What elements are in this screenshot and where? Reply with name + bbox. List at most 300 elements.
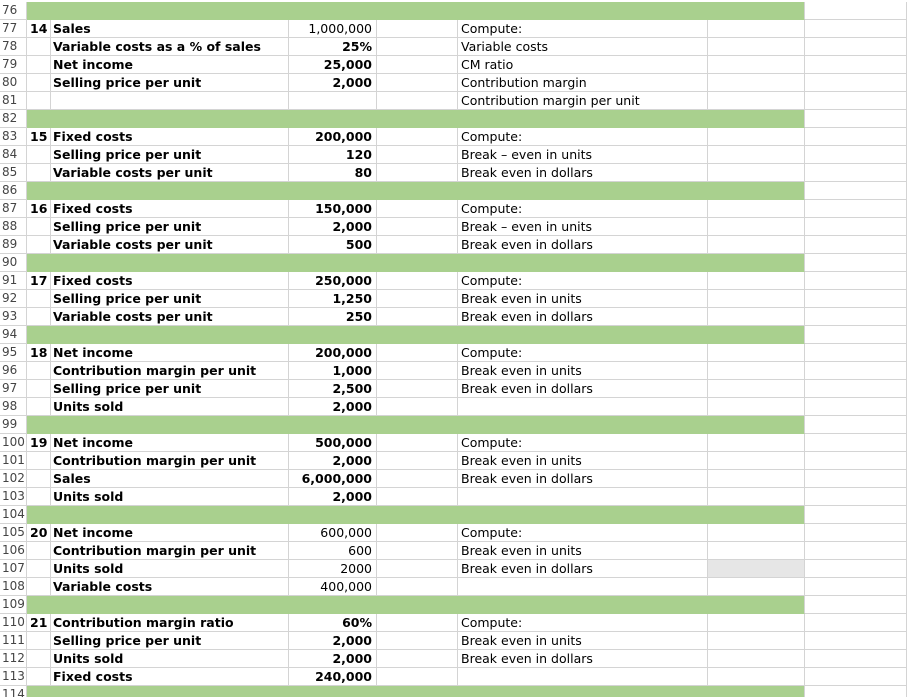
empty-cell[interactable] [805, 488, 907, 506]
problem-number-cell[interactable] [27, 182, 51, 200]
problem-number-cell[interactable]: 19 [27, 434, 51, 452]
value-cell[interactable]: 25% [289, 38, 377, 56]
separator-row [0, 254, 907, 272]
problem-number-cell[interactable] [27, 668, 51, 686]
problem-number-cell[interactable] [27, 686, 51, 697]
empty-cell[interactable] [805, 416, 907, 434]
label-cell[interactable]: Selling price per unit [51, 290, 289, 308]
empty-cell[interactable] [805, 164, 907, 182]
value-cell[interactable]: 2,000 [289, 398, 377, 416]
empty-cell[interactable] [377, 650, 458, 668]
value-cell[interactable] [289, 92, 377, 110]
problem-number-cell[interactable] [27, 488, 51, 506]
label-cell[interactable]: Sales [51, 20, 289, 38]
compute-cell[interactable]: Contribution margin [458, 74, 708, 92]
compute-cell[interactable]: Break even in dollars [458, 308, 708, 326]
empty-cell[interactable] [377, 110, 458, 128]
row-number: 93 [0, 308, 27, 326]
empty-cell[interactable] [805, 92, 907, 110]
value-cell[interactable] [289, 254, 377, 272]
empty-cell[interactable] [377, 524, 458, 542]
empty-cell[interactable] [708, 272, 805, 290]
problem-number-cell[interactable] [27, 74, 51, 92]
compute-cell[interactable]: Break – even in units [458, 218, 708, 236]
compute-cell[interactable] [458, 2, 708, 20]
empty-cell[interactable] [805, 470, 907, 488]
compute-cell[interactable]: Break even in dollars [458, 560, 708, 578]
empty-cell[interactable] [805, 254, 907, 272]
value-cell[interactable]: 2,000 [289, 632, 377, 650]
row-number: 104 [0, 506, 27, 524]
empty-cell[interactable] [805, 38, 907, 56]
value-cell[interactable]: 200,000 [289, 128, 377, 146]
problem-number-cell[interactable]: 17 [27, 272, 51, 290]
value-cell[interactable]: 60% [289, 614, 377, 632]
empty-cell[interactable] [377, 74, 458, 92]
empty-cell[interactable] [708, 434, 805, 452]
problem-number-cell[interactable]: 18 [27, 344, 51, 362]
label-cell[interactable]: Units sold [51, 488, 289, 506]
value-cell[interactable]: 1,000 [289, 362, 377, 380]
empty-cell[interactable] [708, 632, 805, 650]
empty-cell[interactable] [377, 38, 458, 56]
row-number: 76 [0, 2, 27, 20]
empty-cell[interactable] [708, 326, 805, 344]
label-cell[interactable]: Net income [51, 344, 289, 362]
empty-cell[interactable] [377, 686, 458, 697]
empty-cell[interactable] [377, 416, 458, 434]
empty-cell[interactable] [377, 614, 458, 632]
empty-cell[interactable] [377, 2, 458, 20]
empty-cell[interactable] [805, 20, 907, 38]
empty-cell[interactable] [708, 542, 805, 560]
problem-number-cell[interactable]: 15 [27, 128, 51, 146]
compute-cell[interactable]: Compute: [458, 614, 708, 632]
value-cell[interactable]: 400,000 [289, 578, 377, 596]
empty-cell[interactable] [708, 524, 805, 542]
empty-cell[interactable] [708, 236, 805, 254]
value-cell[interactable]: 250,000 [289, 272, 377, 290]
label-cell[interactable]: Contribution margin per unit [51, 542, 289, 560]
problem-number-cell[interactable] [27, 578, 51, 596]
compute-cell[interactable]: Compute: [458, 344, 708, 362]
value-cell[interactable] [289, 506, 377, 524]
empty-cell[interactable] [377, 380, 458, 398]
label-cell[interactable]: Variable costs per unit [51, 236, 289, 254]
empty-cell[interactable] [708, 146, 805, 164]
empty-cell[interactable] [805, 74, 907, 92]
problem-number-cell[interactable] [27, 218, 51, 236]
empty-cell[interactable] [377, 290, 458, 308]
separator-row [0, 182, 907, 200]
compute-cell[interactable] [458, 416, 708, 434]
empty-cell[interactable] [708, 596, 805, 614]
value-cell[interactable]: 2,000 [289, 218, 377, 236]
table-row [0, 488, 907, 506]
empty-cell[interactable] [708, 344, 805, 362]
problem-number-cell[interactable] [27, 380, 51, 398]
empty-cell[interactable] [708, 398, 805, 416]
empty-cell[interactable] [377, 578, 458, 596]
empty-cell[interactable] [805, 524, 907, 542]
table-row [0, 200, 907, 218]
empty-cell[interactable] [708, 20, 805, 38]
problem-number-cell[interactable]: 21 [27, 614, 51, 632]
empty-cell[interactable] [708, 218, 805, 236]
value-cell[interactable]: 1,250 [289, 290, 377, 308]
problem-number-cell[interactable] [27, 650, 51, 668]
empty-cell[interactable] [805, 218, 907, 236]
empty-cell[interactable] [708, 164, 805, 182]
value-cell[interactable] [289, 2, 377, 20]
compute-cell[interactable]: Break even in dollars [458, 236, 708, 254]
empty-cell[interactable] [377, 236, 458, 254]
label-cell[interactable] [51, 506, 289, 524]
problem-number-cell[interactable]: 20 [27, 524, 51, 542]
empty-cell[interactable] [805, 56, 907, 74]
row-number: 102 [0, 470, 27, 488]
compute-cell[interactable]: Compute: [458, 272, 708, 290]
label-cell[interactable] [51, 182, 289, 200]
empty-cell[interactable] [708, 110, 805, 128]
compute-cell[interactable]: Break even in units [458, 452, 708, 470]
label-cell[interactable]: Selling price per unit [51, 380, 289, 398]
compute-cell[interactable]: Break even in units [458, 632, 708, 650]
problem-number-cell[interactable]: 14 [27, 20, 51, 38]
label-cell[interactable]: Selling price per unit [51, 146, 289, 164]
label-cell[interactable]: Fixed costs [51, 200, 289, 218]
empty-cell[interactable] [377, 488, 458, 506]
compute-cell[interactable] [458, 506, 708, 524]
value-cell[interactable] [289, 326, 377, 344]
empty-cell[interactable] [708, 686, 805, 697]
problem-number-cell[interactable] [27, 164, 51, 182]
problem-number-cell[interactable] [27, 2, 51, 20]
problem-number-cell[interactable] [27, 254, 51, 272]
empty-cell[interactable] [377, 470, 458, 488]
problem-number-cell[interactable] [27, 146, 51, 164]
row-number: 99 [0, 416, 27, 434]
row-number: 92 [0, 290, 27, 308]
label-cell[interactable]: Net income [51, 56, 289, 74]
label-cell[interactable]: Selling price per unit [51, 218, 289, 236]
empty-cell[interactable] [377, 344, 458, 362]
empty-cell[interactable] [805, 308, 907, 326]
empty-cell[interactable] [377, 200, 458, 218]
empty-cell[interactable] [708, 308, 805, 326]
empty-cell[interactable] [708, 74, 805, 92]
label-cell[interactable] [51, 596, 289, 614]
problem-number-cell[interactable] [27, 56, 51, 74]
label-cell[interactable]: Fixed costs [51, 272, 289, 290]
value-cell[interactable]: 500,000 [289, 434, 377, 452]
label-cell[interactable]: Fixed costs [51, 128, 289, 146]
empty-cell[interactable] [708, 614, 805, 632]
problem-number-cell[interactable]: 16 [27, 200, 51, 218]
compute-cell[interactable]: Compute: [458, 434, 708, 452]
compute-cell[interactable] [458, 182, 708, 200]
problem-number-cell[interactable] [27, 236, 51, 254]
empty-cell[interactable] [805, 344, 907, 362]
compute-cell[interactable]: CM ratio [458, 56, 708, 74]
empty-cell[interactable] [377, 218, 458, 236]
value-cell[interactable] [289, 686, 377, 697]
value-cell[interactable]: 1,000,000 [289, 20, 377, 38]
label-cell[interactable]: Units sold [51, 650, 289, 668]
compute-cell[interactable] [458, 326, 708, 344]
empty-cell[interactable] [708, 2, 805, 20]
empty-cell[interactable] [805, 632, 907, 650]
value-cell[interactable]: 25,000 [289, 56, 377, 74]
table-row [0, 668, 907, 686]
empty-cell[interactable] [377, 92, 458, 110]
problem-number-cell[interactable] [27, 560, 51, 578]
row-number: 89 [0, 236, 27, 254]
problem-number-cell[interactable] [27, 470, 51, 488]
empty-cell[interactable] [377, 506, 458, 524]
compute-cell[interactable]: Break even in dollars [458, 650, 708, 668]
compute-cell[interactable]: Break even in dollars [458, 470, 708, 488]
compute-cell[interactable] [458, 398, 708, 416]
empty-cell[interactable] [377, 632, 458, 650]
empty-cell[interactable] [377, 146, 458, 164]
row-number: 87 [0, 200, 27, 218]
value-cell[interactable] [289, 416, 377, 434]
compute-cell[interactable]: Variable costs [458, 38, 708, 56]
empty-cell[interactable] [805, 614, 907, 632]
empty-cell[interactable] [708, 506, 805, 524]
label-cell[interactable] [51, 254, 289, 272]
empty-cell[interactable] [805, 380, 907, 398]
empty-cell[interactable] [805, 452, 907, 470]
label-cell[interactable]: Selling price per unit [51, 74, 289, 92]
label-cell[interactable] [51, 686, 289, 697]
label-cell[interactable]: Contribution margin per unit [51, 362, 289, 380]
value-cell[interactable]: 2000 [289, 560, 377, 578]
empty-cell[interactable] [708, 416, 805, 434]
empty-cell[interactable] [805, 326, 907, 344]
empty-cell[interactable] [805, 272, 907, 290]
empty-cell[interactable] [805, 2, 907, 20]
empty-cell[interactable] [708, 470, 805, 488]
empty-cell[interactable] [805, 434, 907, 452]
table-row [0, 578, 907, 596]
empty-cell[interactable] [377, 182, 458, 200]
compute-cell[interactable] [458, 488, 708, 506]
value-cell[interactable]: 500 [289, 236, 377, 254]
compute-cell[interactable]: Break even in dollars [458, 164, 708, 182]
table-row [0, 362, 907, 380]
table-row [0, 20, 907, 38]
row-number: 95 [0, 344, 27, 362]
problem-number-cell[interactable] [27, 290, 51, 308]
empty-cell[interactable] [708, 200, 805, 218]
empty-cell[interactable] [708, 560, 805, 578]
compute-cell[interactable] [458, 686, 708, 697]
table-row [0, 38, 907, 56]
empty-cell[interactable] [377, 272, 458, 290]
problem-number-cell[interactable] [27, 326, 51, 344]
value-cell[interactable]: 240,000 [289, 668, 377, 686]
empty-cell[interactable] [708, 488, 805, 506]
problem-number-cell[interactable] [27, 38, 51, 56]
compute-cell[interactable]: Compute: [458, 128, 708, 146]
compute-cell[interactable]: Break even in units [458, 542, 708, 560]
empty-cell[interactable] [708, 380, 805, 398]
empty-cell[interactable] [805, 182, 907, 200]
label-cell[interactable]: Selling price per unit [51, 632, 289, 650]
row-number: 85 [0, 164, 27, 182]
value-cell[interactable]: 2,000 [289, 452, 377, 470]
empty-cell[interactable] [377, 326, 458, 344]
row-number: 84 [0, 146, 27, 164]
compute-cell[interactable] [458, 596, 708, 614]
compute-cell[interactable] [458, 110, 708, 128]
label-cell[interactable]: Variable costs [51, 578, 289, 596]
empty-cell[interactable] [708, 668, 805, 686]
table-row [0, 632, 907, 650]
label-cell[interactable]: Contribution margin per unit [51, 452, 289, 470]
empty-cell[interactable] [377, 560, 458, 578]
label-cell[interactable] [51, 2, 289, 20]
empty-cell[interactable] [805, 560, 907, 578]
label-cell[interactable]: Net income [51, 434, 289, 452]
compute-cell[interactable]: Break – even in units [458, 146, 708, 164]
value-cell[interactable] [289, 182, 377, 200]
empty-cell[interactable] [805, 686, 907, 697]
value-cell[interactable] [289, 110, 377, 128]
problem-number-cell[interactable] [27, 398, 51, 416]
label-cell[interactable] [51, 416, 289, 434]
compute-cell[interactable]: Contribution margin per unit [458, 92, 708, 110]
table-row [0, 614, 907, 632]
empty-cell[interactable] [805, 362, 907, 380]
empty-cell[interactable] [377, 56, 458, 74]
problem-number-cell[interactable] [27, 542, 51, 560]
label-cell[interactable]: Variable costs per unit [51, 308, 289, 326]
empty-cell[interactable] [805, 290, 907, 308]
empty-cell[interactable] [708, 128, 805, 146]
empty-cell[interactable] [805, 668, 907, 686]
empty-cell[interactable] [377, 398, 458, 416]
value-cell[interactable]: 6,000,000 [289, 470, 377, 488]
empty-cell[interactable] [377, 452, 458, 470]
label-cell[interactable] [51, 92, 289, 110]
label-cell[interactable]: Variable costs per unit [51, 164, 289, 182]
empty-cell[interactable] [377, 128, 458, 146]
empty-cell[interactable] [805, 110, 907, 128]
compute-cell[interactable]: Compute: [458, 200, 708, 218]
problem-number-cell[interactable] [27, 632, 51, 650]
empty-cell[interactable] [708, 56, 805, 74]
value-cell[interactable]: 2,000 [289, 488, 377, 506]
label-cell[interactable]: Variable costs as a % of sales [51, 38, 289, 56]
value-cell[interactable]: 2,000 [289, 74, 377, 92]
empty-cell[interactable] [377, 308, 458, 326]
value-cell[interactable]: 2,000 [289, 650, 377, 668]
problem-number-cell[interactable] [27, 92, 51, 110]
value-cell[interactable] [289, 596, 377, 614]
empty-cell[interactable] [708, 254, 805, 272]
problem-number-cell[interactable] [27, 110, 51, 128]
compute-cell[interactable] [458, 254, 708, 272]
value-cell[interactable]: 600 [289, 542, 377, 560]
problem-number-cell[interactable] [27, 308, 51, 326]
row-number: 97 [0, 380, 27, 398]
empty-cell[interactable] [377, 596, 458, 614]
value-cell[interactable]: 2,500 [289, 380, 377, 398]
empty-cell[interactable] [708, 452, 805, 470]
value-cell[interactable]: 120 [289, 146, 377, 164]
label-cell[interactable]: Net income [51, 524, 289, 542]
empty-cell[interactable] [805, 578, 907, 596]
empty-cell[interactable] [377, 20, 458, 38]
value-cell[interactable]: 150,000 [289, 200, 377, 218]
label-cell[interactable] [51, 110, 289, 128]
table-row [0, 236, 907, 254]
empty-cell[interactable] [805, 398, 907, 416]
problem-number-cell[interactable] [27, 416, 51, 434]
empty-cell[interactable] [377, 668, 458, 686]
empty-cell[interactable] [805, 200, 907, 218]
empty-cell[interactable] [708, 578, 805, 596]
value-cell[interactable]: 600,000 [289, 524, 377, 542]
empty-cell[interactable] [805, 596, 907, 614]
compute-cell[interactable] [458, 578, 708, 596]
empty-cell[interactable] [377, 434, 458, 452]
compute-cell[interactable]: Break even in units [458, 362, 708, 380]
compute-cell[interactable]: Break even in units [458, 290, 708, 308]
value-cell[interactable]: 80 [289, 164, 377, 182]
compute-cell[interactable]: Compute: [458, 524, 708, 542]
label-cell[interactable]: Sales [51, 470, 289, 488]
value-cell[interactable]: 200,000 [289, 344, 377, 362]
table-row [0, 650, 907, 668]
label-cell[interactable]: Fixed costs [51, 668, 289, 686]
problem-number-cell[interactable] [27, 506, 51, 524]
problem-number-cell[interactable] [27, 596, 51, 614]
empty-cell[interactable] [708, 182, 805, 200]
empty-cell[interactable] [708, 38, 805, 56]
empty-cell[interactable] [708, 362, 805, 380]
row-number: 88 [0, 218, 27, 236]
label-cell[interactable]: Contribution margin ratio [51, 614, 289, 632]
empty-cell[interactable] [708, 650, 805, 668]
empty-cell[interactable] [377, 542, 458, 560]
empty-cell[interactable] [377, 164, 458, 182]
empty-cell[interactable] [805, 128, 907, 146]
empty-cell[interactable] [708, 290, 805, 308]
empty-cell[interactable] [805, 542, 907, 560]
label-cell[interactable] [51, 326, 289, 344]
empty-cell[interactable] [377, 362, 458, 380]
compute-cell[interactable]: Break even in dollars [458, 380, 708, 398]
compute-cell[interactable] [458, 668, 708, 686]
empty-cell[interactable] [377, 254, 458, 272]
empty-cell[interactable] [805, 650, 907, 668]
label-cell[interactable]: Units sold [51, 398, 289, 416]
problem-number-cell[interactable] [27, 362, 51, 380]
empty-cell[interactable] [805, 506, 907, 524]
empty-cell[interactable] [708, 92, 805, 110]
separator-row [0, 416, 907, 434]
empty-cell[interactable] [805, 236, 907, 254]
problem-number-cell[interactable] [27, 452, 51, 470]
empty-cell[interactable] [805, 146, 907, 164]
label-cell[interactable]: Units sold [51, 560, 289, 578]
value-cell[interactable]: 250 [289, 308, 377, 326]
compute-cell[interactable]: Compute: [458, 20, 708, 38]
